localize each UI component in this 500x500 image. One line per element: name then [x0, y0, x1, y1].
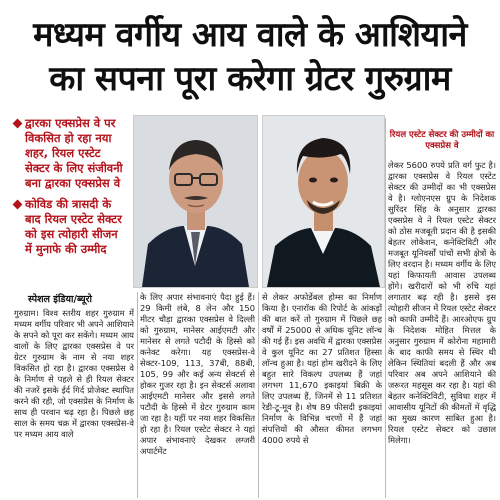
portrait-illustration [134, 116, 257, 287]
column-divider [385, 118, 386, 498]
dateline: स्पेशल इंडिया/ब्यूरो [28, 294, 92, 305]
headline [8, 16, 492, 98]
bullet-text: कोविड की त्रासदी के बाद रियल एस्टेट सेक्टर को इस त्योहारी सीजन में मुनाफे की उम्मीद [25, 197, 122, 256]
article-column-1: गुरुग्राम। विश्व स्तरीय शहर गुरुग्राम में मध्यम वर्गीय परिवार भी अपने आशियाने के सपने को पूरा कर सकेंगे। मध्यम आय वालों के लिए द्वारका एक्सप्रेस वे पर ग्रेटर गुरुग्राम के नाम से नया शहर विकसित हो रहा है। द्वारका एक्सप्रेस वे के निर्माण से पहले से ही रियल सेक्टर की नजरें इसके ईर्द गिर्द प्रोजेक्ट स्थापित करने की रही, जो एक्सप्रेस के निर्माण के साथ ही परवान चढ़ रहा है। पिछले छह साल के समय चक्र में द्वारका एक्सप्रेस-वे पर मध्यम आय वाले [14, 308, 134, 439]
photo-older-man [133, 115, 258, 288]
column-divider [137, 292, 138, 498]
article-column-4-text: लेकर 5600 रुपये प्रति वर्ग फुट है। द्वारका एक्सप्रेस वे रियल एस्टेट सेक्टर की उम्मीदों का भी एक्सप्रेस वे है। ग्लोएनएस ग्रुप के निदेशक सुरिंदर सिंह के अनुसार द्वारका एक्सप्रेस वे ने रियल एस्टेट सेक्टर को ठोस मजबूती प्रदान की है इसकी बेहतर लोकेशन, कनेक्टिविटी और मजबूत यूनिवर्सों पांचों सभी क्षेत्रों के लिए वरदान है। मध्यम वर्गीय के लिए यहां किफायती आवास उपलब्ध होंगे। खरीदारों को भी रुचि यहां लगातार बढ़ रही है। इससे इस त्योहारी सीजन में रियल एस्टेट सेक्टर को काफी उम्मीदें हैं। आरओएफ ग्रुप के निदेशक मोहित मित्तल के अनुसार गुरुग्राम में कोरोना महामारी के बाद काफी समय से स्थिर थी लेकिन स्थितियां बदली हैं और अब परिवार अब अपने आशियाने की जरूरत महसूस कर रहा है। यहां की बेहतर कनेक्टिविटी, सुविधा शहर में आवासीय यूनिटों की कीमतों में वृद्धि का मुख्य कारण साबित हुआ है। रियल एस्टेट सेक्टर को उछाल मिलेगा। [388, 160, 496, 445]
headline-line-2: का सपना पूरा करेगा ग्रेटर गुरुग्राम [49, 59, 451, 99]
highlight-bullets [14, 116, 126, 263]
portrait-illustration [263, 116, 384, 287]
diamond-bullet-icon [13, 119, 23, 129]
column-divider [258, 292, 259, 498]
article-column-4 [388, 122, 496, 498]
headline-line-1: मध्यम वर्गीय आय वाले के आशियाने [33, 15, 467, 55]
diamond-bullet-icon [13, 200, 23, 210]
article-column-3: से लेकर अफोर्डेबल होम्स का निर्माण किया है। एनारॉक की रिपोर्ट के आंकड़ों की बात करें तो गुरुग्राम में पिछले छह वर्षों में 25000 से अधिक यूनिट लॉन्च की गई हैं। इस अवधि में द्वारका एक्सप्रेस वे कुल यूनिट का 27 प्रतिशत हिस्सा लॉन्च हुआ है। यहां होम खरीदने के लिए बहुत सारे विकल्प उपलब्ध हैं जहां लगभग 11,670 इकाइयां बिक्री के लिए उपलब्ध हैं, जिनमें से 11 प्रतिशत रेडी-टू-मूव है। शेष 89 फीसदी इकाइयां निर्माण के विभिन्न चरणों में हैं जहां संपत्तियों की औसत कीमत लगभग 4000 रुपये से [262, 292, 382, 445]
bullet-text: द्वारका एक्सप्रेस वे पर विकसित हो रहा नया शहर, रियल एस्टेट सेक्टर के लिए संजीवनी बना द्वारका एक्सप्रेस वे [25, 116, 123, 190]
article-column-2: के लिए अपार संभावनाएं पैदा हुई हैं। 29 किमी लंबे, 8 लेन और 150 मीटर चौड़ा द्वारका एक्सप्रेस वे दिल्ली को गुरुग्राम, मानेसर आईएमटी और मानेसर से लगते पटौदी के हिस्से को कनेक्ट करेगा। यह एक्सप्रेस-वे सेक्टर-109, 113, 37बी, 88बी, 105, 99 और कई अन्य सेक्टर्स से होकर गुजर रहा है। इन सेक्टर्स अलावा आईएमटी मानेसर और इससे लगते पटौदी के हिस्से में ग्रेटर गुरुग्राम काम जा रहा है। यहीं पर नया शहर विकसित हो रहा है। रियल एस्टेट सेक्टर ने यहां अपार संभावनाएं देखकर लग्जरी अपार्टमेंट [140, 292, 255, 456]
photo-younger-man [262, 115, 385, 288]
bullet-item [14, 116, 126, 191]
bullet-item [14, 197, 126, 257]
sub-heading: रियल एस्टेट सेक्टर की उम्मीदों का एक्सप्रेस वे [389, 130, 495, 151]
